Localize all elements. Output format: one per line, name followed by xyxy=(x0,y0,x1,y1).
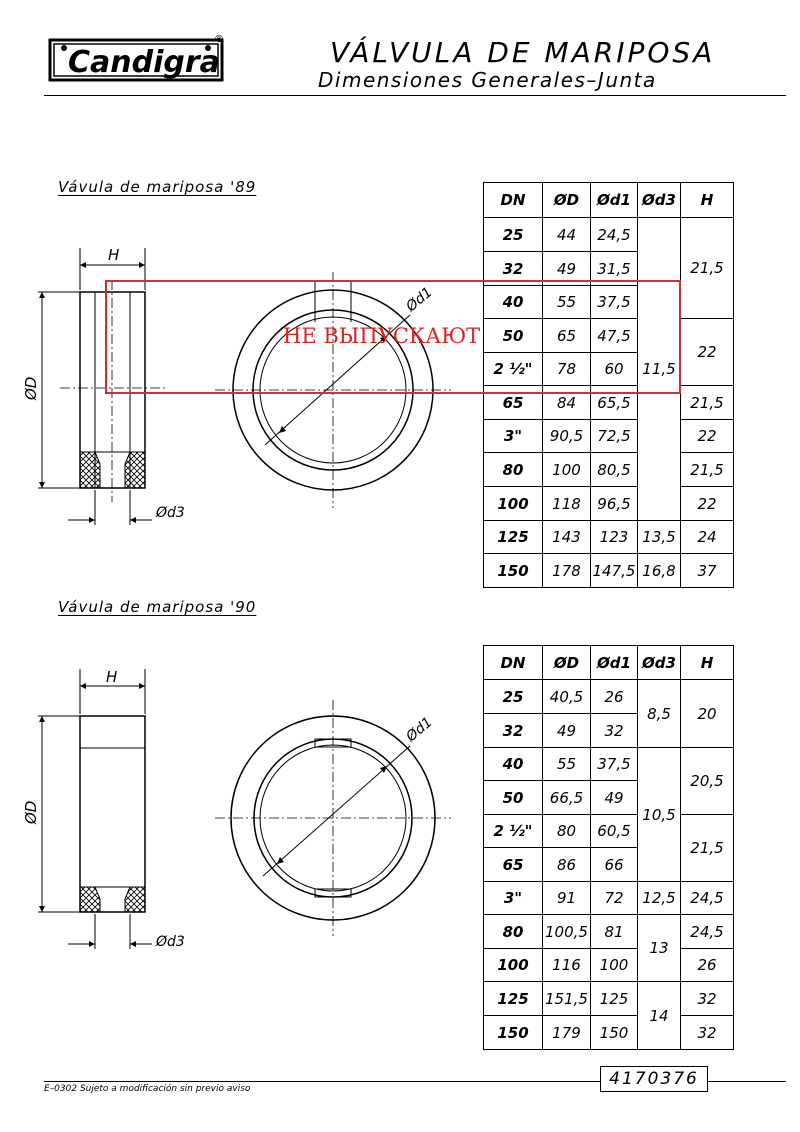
table-row xyxy=(484,218,734,252)
cell-od: 44 xyxy=(543,218,591,252)
section-2-od3-label: Ød3 xyxy=(156,934,185,950)
cell-od: 49 xyxy=(543,252,591,286)
cell-od3: 16,8 xyxy=(638,554,681,588)
cell-dn: 50 xyxy=(484,319,543,353)
section-2-od-label: ØD xyxy=(22,800,40,824)
cell-dn: 150 xyxy=(484,554,543,588)
cell-h: 22 xyxy=(681,487,734,521)
cell-h: 22 xyxy=(681,319,734,386)
cell-od1: 31,5 xyxy=(591,252,638,286)
col-header-od1: Ød1 xyxy=(591,646,638,680)
table-row xyxy=(484,521,734,554)
cell-h: 24 xyxy=(681,521,734,554)
cell-dn: 3" xyxy=(484,882,543,915)
cell-od: 178 xyxy=(543,554,591,588)
document-code: 4170376 xyxy=(600,1066,708,1092)
cell-h: 21,5 xyxy=(681,386,734,420)
cell-od1: 65,5 xyxy=(591,386,638,420)
section-1-od3-label: Ød3 xyxy=(156,505,185,521)
col-header-od: ØD xyxy=(543,183,591,218)
cell-h: 21,5 xyxy=(681,218,734,319)
cell-dn: 65 xyxy=(484,386,543,420)
cell-od1: 100 xyxy=(591,949,638,982)
cell-od: 143 xyxy=(543,521,591,554)
cell-dn: 80 xyxy=(484,915,543,949)
cell-dn: 2 ½" xyxy=(484,815,543,848)
cell-od1: 47,5 xyxy=(591,319,638,353)
cell-od: 78 xyxy=(543,353,591,386)
section-2-title: Vávula de mariposa '90 xyxy=(58,598,257,616)
cell-od1: 66 xyxy=(591,848,638,882)
cell-od3: 13 xyxy=(638,915,681,982)
header-rule xyxy=(44,95,786,96)
col-header-dn: DN xyxy=(484,183,543,218)
cell-od: 91 xyxy=(543,882,591,915)
section-1-title: Vávula de mariposa '89 xyxy=(58,178,257,196)
cell-od1: 26 xyxy=(591,680,638,714)
registered-mark: ® xyxy=(214,34,224,45)
cell-od1: 37,5 xyxy=(591,286,638,319)
table-row xyxy=(484,420,734,453)
section-2-od1-label: Ød1 xyxy=(403,714,436,746)
section-2-side-view xyxy=(20,664,220,954)
table-row xyxy=(484,453,734,487)
section-1-od-label: ØD xyxy=(22,376,40,400)
stamp-text: НЕ ВЫПУСКАЮТ xyxy=(283,324,481,348)
cell-od: 100,5 xyxy=(543,915,591,949)
cell-od1: 49 xyxy=(591,781,638,815)
cell-od1: 72 xyxy=(591,882,638,915)
cell-h: 24,5 xyxy=(681,882,734,915)
cell-dn: 50 xyxy=(484,781,543,815)
cell-od: 84 xyxy=(543,386,591,420)
col-header-od3: Ød3 xyxy=(638,646,681,680)
cell-od: 118 xyxy=(543,487,591,521)
col-header-od3: Ød3 xyxy=(638,183,681,218)
cell-od: 55 xyxy=(543,748,591,781)
cell-h: 37 xyxy=(681,554,734,588)
cell-od1: 81 xyxy=(591,915,638,949)
cell-od3: 14 xyxy=(638,982,681,1050)
table-row xyxy=(484,915,734,949)
cell-od: 86 xyxy=(543,848,591,882)
cell-dn: 40 xyxy=(484,286,543,319)
cell-h: 24,5 xyxy=(681,915,734,949)
logo-text: Candigra xyxy=(68,45,220,80)
col-header-dn: DN xyxy=(484,646,543,680)
cell-od1: 96,5 xyxy=(591,487,638,521)
cell-od: 55 xyxy=(543,286,591,319)
col-header-od: ØD xyxy=(543,646,591,680)
cell-h: 26 xyxy=(681,949,734,982)
table-row xyxy=(484,680,734,714)
table-row xyxy=(484,815,734,848)
cell-h: 22 xyxy=(681,420,734,453)
page-title: VÁLVULA DE MARIPOSA xyxy=(330,36,716,69)
cell-dn: 100 xyxy=(484,949,543,982)
col-header-h: H xyxy=(681,183,734,218)
section-1-od1-label: Ød1 xyxy=(403,284,436,316)
cell-h: 20 xyxy=(681,680,734,748)
cell-od: 151,5 xyxy=(543,982,591,1016)
cell-od: 65 xyxy=(543,319,591,353)
cell-od1: 60,5 xyxy=(591,815,638,848)
cell-od: 40,5 xyxy=(543,680,591,714)
page-subtitle: Dimensiones Generales–Junta xyxy=(318,68,657,92)
cell-h: 21,5 xyxy=(681,453,734,487)
cell-od: 80 xyxy=(543,815,591,848)
candigra-logo xyxy=(44,30,228,90)
cell-dn: 25 xyxy=(484,218,543,252)
col-header-od1: Ød1 xyxy=(591,183,638,218)
cell-od1: 123 xyxy=(591,521,638,554)
cell-dn: 3" xyxy=(484,420,543,453)
cell-h: 20,5 xyxy=(681,748,734,815)
table-row xyxy=(484,748,734,781)
cell-od3: 8,5 xyxy=(638,680,681,748)
cell-od: 100 xyxy=(543,453,591,487)
cell-od3: 10,5 xyxy=(638,748,681,882)
section-2-front-view xyxy=(215,698,455,938)
cell-od: 66,5 xyxy=(543,781,591,815)
table-row xyxy=(484,949,734,982)
cell-dn: 32 xyxy=(484,714,543,748)
cell-od: 49 xyxy=(543,714,591,748)
cell-od1: 32 xyxy=(591,714,638,748)
cell-od3: 13,5 xyxy=(638,521,681,554)
table-row xyxy=(484,1016,734,1050)
cell-od1: 72,5 xyxy=(591,420,638,453)
cell-od1: 24,5 xyxy=(591,218,638,252)
cell-od1: 125 xyxy=(591,982,638,1016)
cell-dn: 80 xyxy=(484,453,543,487)
cell-dn: 40 xyxy=(484,748,543,781)
cell-dn: 25 xyxy=(484,680,543,714)
footer-note: E–0302 Sujeto a modificación sin previo aviso xyxy=(44,1084,251,1094)
cell-dn: 100 xyxy=(484,487,543,521)
cell-dn: 125 xyxy=(484,521,543,554)
cell-od1: 147,5 xyxy=(591,554,638,588)
cell-od1: 150 xyxy=(591,1016,638,1050)
cell-od1: 37,5 xyxy=(591,748,638,781)
cell-dn: 2 ½" xyxy=(484,353,543,386)
cell-od: 90,5 xyxy=(543,420,591,453)
col-header-h: H xyxy=(681,646,734,680)
table-row xyxy=(484,982,734,1016)
cell-dn: 150 xyxy=(484,1016,543,1050)
cell-od3: 11,5 xyxy=(638,218,681,521)
cell-dn: 125 xyxy=(484,982,543,1016)
section-1-h-label: H xyxy=(108,246,120,264)
table-row xyxy=(484,882,734,915)
table-row xyxy=(484,487,734,521)
section-2-h-label: H xyxy=(106,668,118,686)
cell-h: 32 xyxy=(681,1016,734,1050)
cell-od: 116 xyxy=(543,949,591,982)
cell-od1: 60 xyxy=(591,353,638,386)
cell-h: 32 xyxy=(681,982,734,1016)
cell-od: 179 xyxy=(543,1016,591,1050)
cell-od3: 12,5 xyxy=(638,882,681,915)
table-row xyxy=(484,554,734,588)
section-2-table xyxy=(483,645,734,1050)
cell-h: 21,5 xyxy=(681,815,734,882)
cell-dn: 65 xyxy=(484,848,543,882)
cell-od1: 80,5 xyxy=(591,453,638,487)
cell-dn: 32 xyxy=(484,252,543,286)
